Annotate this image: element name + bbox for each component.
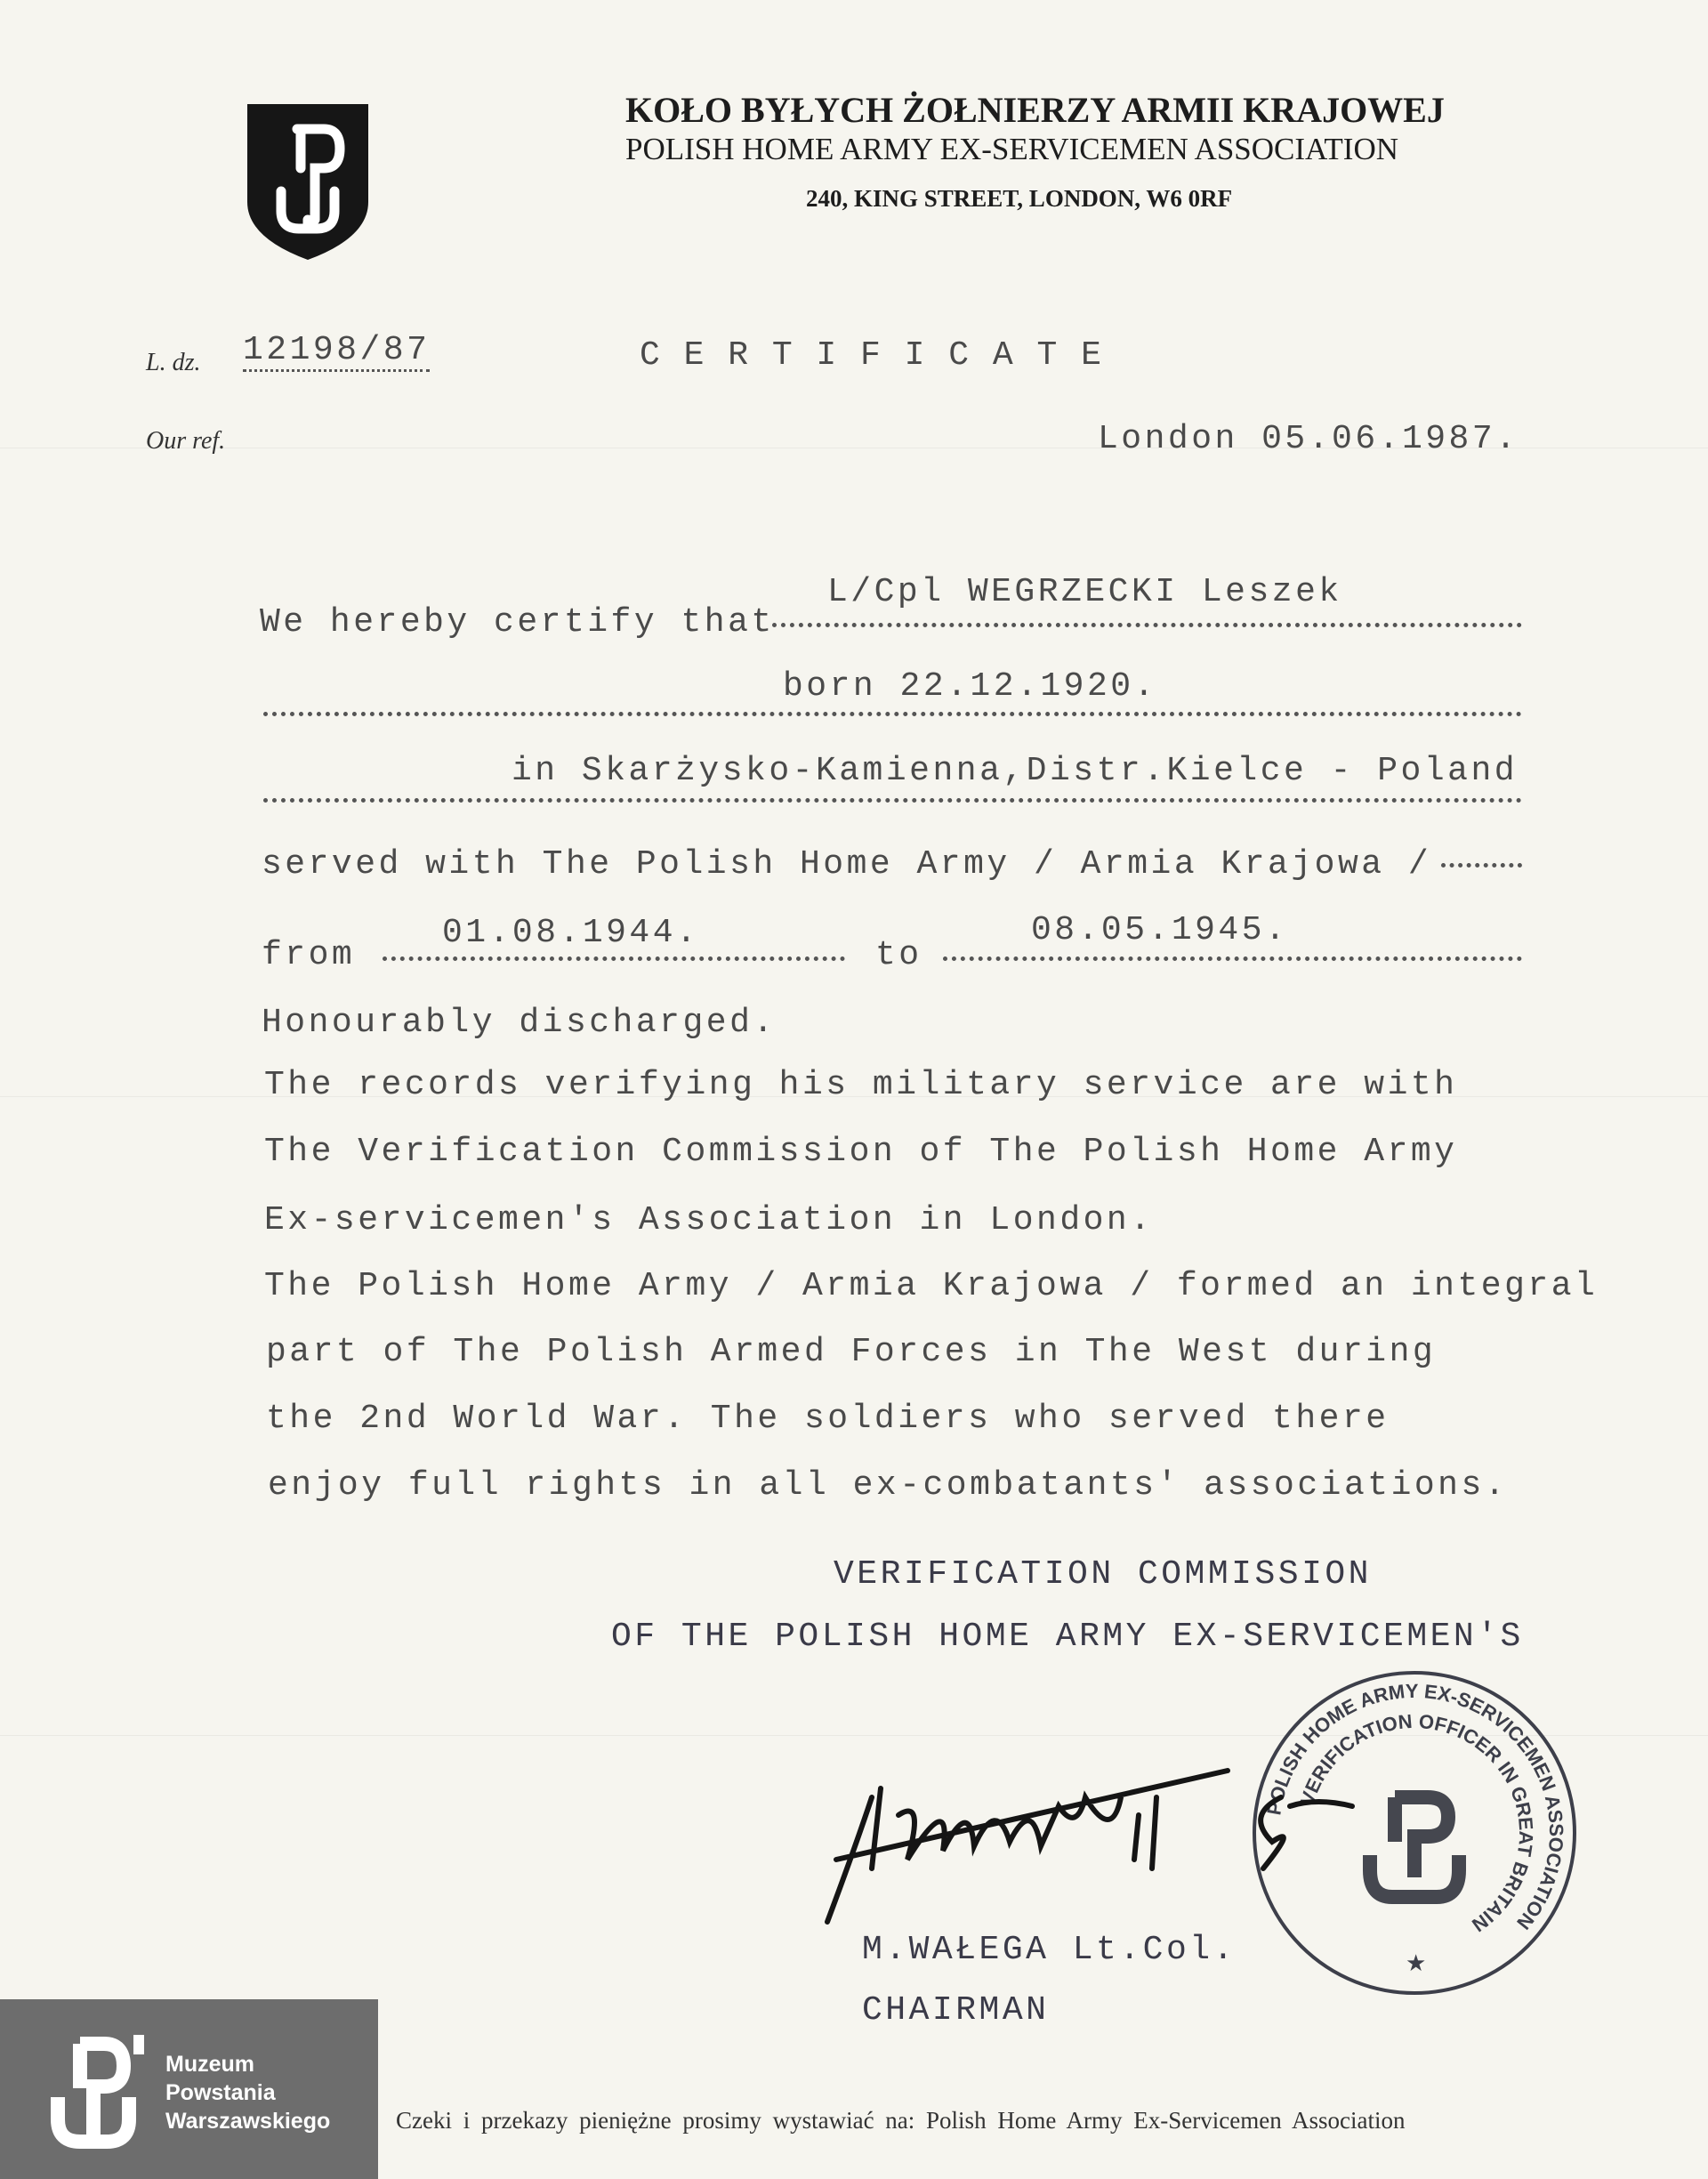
signatory-name: M.WAŁEGA Lt.Col. (862, 1931, 1237, 1969)
certify-label: We hereby certify that (260, 603, 775, 642)
birth-place: in Skarżysko-Kamienna,Distr.Kielce - Poland (512, 752, 1519, 790)
certificate-heading: C E R T I F I C A T E (640, 336, 1103, 375)
ldz-value: 12198/87 (243, 331, 430, 372)
body-line: the 2nd World War. The soldiers who served there (266, 1400, 1390, 1438)
dotted-line (1441, 863, 1522, 868)
body-line: The Verification Commission of The Polish Home Army (264, 1133, 1458, 1171)
from-date: 01.08.1944. (442, 914, 700, 952)
stamp-inner-text: VERIFICATION OFFICER IN GREAT BRITAIN (1295, 1709, 1538, 1937)
body-line: Ex-servicemen's Association in London. (264, 1201, 1154, 1239)
ldz-label: L. dz. (146, 349, 201, 376)
body-line: The records verifying his military service are with (264, 1066, 1458, 1104)
museum-name-line: Warszawskiego (165, 2109, 331, 2134)
dotted-line (263, 798, 1522, 803)
letterhead-title-en: POLISH HOME ARMY EX-SERVICEMEN ASSOCIATION (625, 132, 1399, 166)
signoff-line2: OF THE POLISH HOME ARMY EX-SERVICEMEN'S (611, 1618, 1524, 1656)
birth-date: born 22.12.1920. (783, 667, 1157, 706)
to-label: to (875, 936, 922, 974)
signoff-line1: VERIFICATION COMMISSION (834, 1555, 1372, 1594)
soldier-name: L/Cpl WEGRZECKI Leszek (827, 573, 1342, 611)
museum-kotwica-logo (49, 2035, 147, 2151)
dotted-line (383, 956, 845, 961)
stamp-outer-text: POLISH HOME ARMY EX-SERVICEMEN ASSOCIATION (1262, 1679, 1568, 1934)
body-line: part of The Polish Armed Forces in The West during (266, 1333, 1437, 1371)
dotted-line (263, 712, 1522, 716)
letterhead-title-pl: KOŁO BYŁYCH ŻOŁNIERZY ARMII KRAJOWEJ (625, 90, 1445, 130)
museum-name-line: Powstania (165, 2080, 276, 2105)
museum-name-line: Muzeum (165, 2052, 254, 2077)
museum-watermark (0, 1999, 378, 2179)
our-ref-label: Our ref. (146, 427, 226, 455)
body-line: The Polish Home Army / Armia Krajowa / formed an integral (264, 1267, 1599, 1305)
body-line: enjoy full rights in all ex-combatants' associations. (268, 1466, 1509, 1505)
served-line: served with The Polish Home Army / Armia Krajowa / (262, 845, 1432, 884)
date: London 05.06.1987. (1098, 420, 1519, 458)
letterhead-address: 240, KING STREET, LONDON, W6 0RF (806, 185, 1233, 212)
footer-payment-note: Czeki i przekazy pieniężne prosimy wystawiać na: Polish Home Army Ex-Servicemen Association (396, 2107, 1406, 2134)
body-line: Honourably discharged. (262, 1004, 777, 1042)
signature (818, 1744, 1406, 1940)
dotted-line (943, 956, 1522, 961)
star-icon: ★ (1406, 1950, 1427, 1976)
dotted-line (772, 623, 1522, 627)
from-label: from (262, 936, 356, 974)
to-date: 08.05.1945. (1031, 911, 1289, 949)
kotwica-shield-logo (247, 104, 368, 260)
signatory-role: CHAIRMAN (862, 1991, 1050, 2030)
